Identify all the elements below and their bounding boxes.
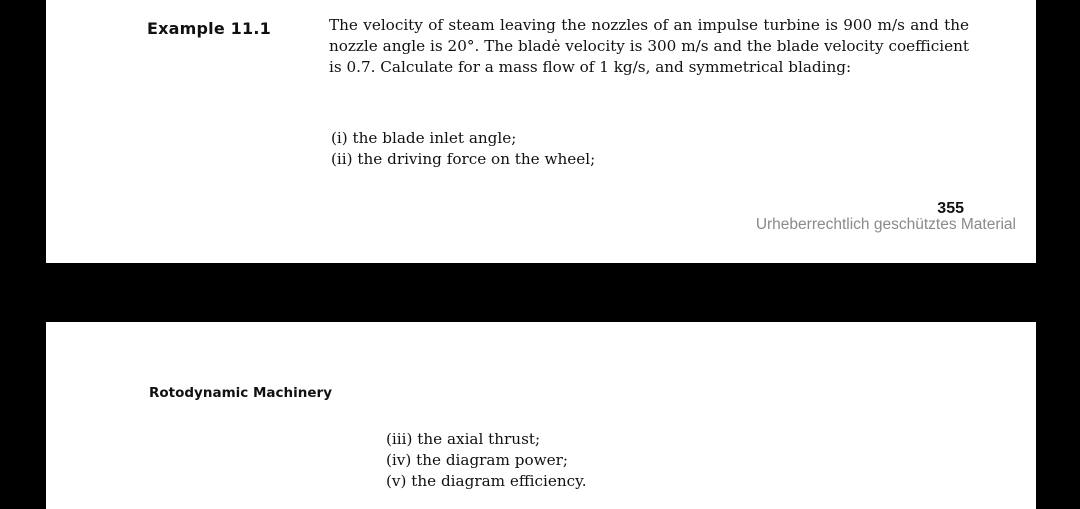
book-page-bottom bbox=[46, 322, 1036, 509]
question-list-bottom bbox=[386, 429, 587, 492]
question-list-top bbox=[331, 128, 595, 170]
book-page-top bbox=[46, 0, 1036, 263]
copyright-watermark: Urheberrechtlich geschütztes Material bbox=[755, 216, 1016, 233]
problem-statement: The velocity of steam leaving the nozzles of an impulse turbine is 900 m/s and the nozzle angle is 20°. The bladė velocity is 300 m/s and the blade velocity coefficient is 0.7. Calculate for a mass flow of 1 kg/s, and symmetrical blading: bbox=[329, 16, 969, 76]
running-head: Rotodynamic Machinery bbox=[149, 385, 332, 401]
question-item: (iii) the axial thrust; bbox=[386, 430, 541, 448]
example-label: Example 11.1 bbox=[147, 19, 271, 38]
question-item: (iv) the diagram power; bbox=[386, 451, 568, 469]
question-item: (i) the blade inlet angle; bbox=[331, 129, 517, 147]
page-number: 355 bbox=[937, 200, 964, 217]
question-item: (v) the diagram efficiency. bbox=[386, 472, 587, 490]
question-item: (ii) the driving force on the wheel; bbox=[331, 150, 596, 168]
